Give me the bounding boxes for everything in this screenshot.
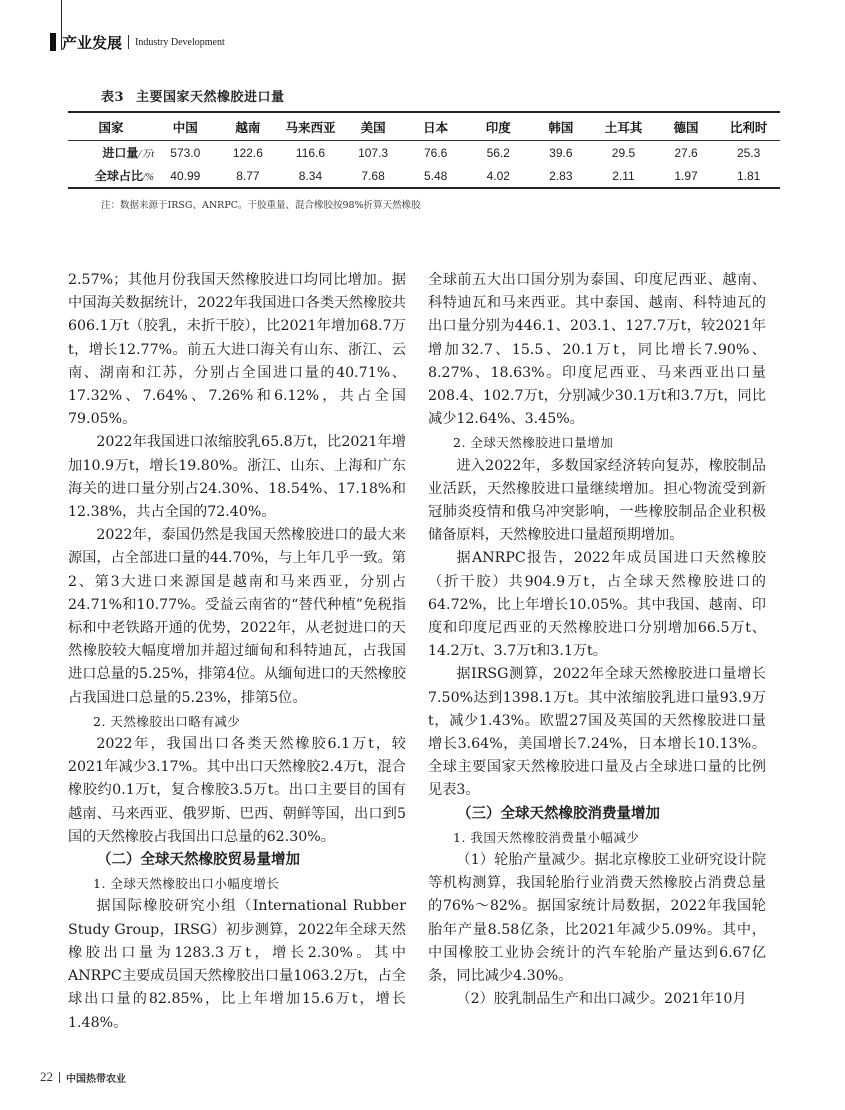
paragraph: 进入2022年，多数国家经济转向复苏，橡胶制品业活跃，天然橡胶进口量继续增加。担心物流受到新冠肺炎疫情和俄乌冲突影响，一些橡胶制品企业积极储备原料，天然橡胶进口量超预期增加。 bbox=[428, 457, 766, 544]
table-header-cell: 比利时 bbox=[729, 119, 768, 135]
row-unit: /万t bbox=[138, 149, 154, 160]
subheading: 1. 我国天然橡胶消费量小幅减少 bbox=[453, 829, 640, 845]
header-separator bbox=[128, 35, 129, 49]
header-marker-bar bbox=[50, 33, 56, 51]
paragraph: 据IRSG测算，2022年全球天然橡胶进口量增长7.50%达到1398.1万t。其中浓缩胶乳进口量93.9万t，减少1.43%。欧盟27国及英国的天然橡胶进口量增长3.64%，美国增长7.24%，日本增长10.13%。全球主要国家天然橡胶进口量及占全球进口量的比例见表3。 bbox=[428, 666, 766, 799]
body-column-right bbox=[428, 269, 766, 1012]
table-row bbox=[68, 164, 780, 187]
table-cell: 1.97 bbox=[674, 168, 698, 183]
paragraph: 2.57%；其他月份我国天然橡胶进口均同比增加。据中国海关数据统计，2022年我国进口各类天然橡胶共606.1万t（胶乳，未折干胶），比2021年增加68.7万t，增长12.77%。前五大进口海关有山东、浙江、云南、湖南和江苏，分别占全国进口量的40.71%、17.32%、7.64%、7.26%和6.12%，共占全国79.05%。 bbox=[68, 272, 406, 428]
paragraph: （1）轮胎产量减少。据北京橡胶工业研究设计院等机构测算，我国轮胎行业消费天然橡胶占消费总量的76%～82%。据国家统计局数据，2022年我国轮胎年产量8.58亿条，比2021年减少5.09%。其中，中国橡胶工业协会统计的汽车轮胎产量达到6.67亿条，同比减少4.30%。 bbox=[428, 852, 766, 985]
table-caption bbox=[101, 86, 297, 105]
table-cell: 573.0 bbox=[170, 145, 201, 160]
paragraph: 2022年，泰国仍然是我国天然橡胶进口的最大来源国，占全部进口量的44.70%，与上年几乎一致。第2、第3大进口来源国是越南和马来西亚，分别占24.71%和10.77%。受益云南省的“替代种植”免税指标和中老铁路开通的优势，2022年，从老挝进口的天然橡胶较大幅度增加并超过缅甸和科特迪瓦，占我国进口总量的5.25%，排第4位。从缅甸进口的天然橡胶占我国进口总量的5.23%，排第5位。 bbox=[68, 527, 406, 706]
table-cell: 4.02 bbox=[486, 168, 510, 183]
table-cell: 40.99 bbox=[170, 168, 201, 183]
table-note: 注：数据来源于IRSG、ANRPC。干胶重量、混合橡胶按98%折算天然橡胶 bbox=[101, 200, 421, 211]
table-cell: 116.6 bbox=[295, 145, 326, 160]
paragraph: 全球前五大出口国分别为泰国、印度尼西亚、越南、科特迪瓦和马来西亚。其中泰国、越南、科特迪瓦的出口量分别为446.1、203.1、127.7万t，较2021年增加32.7、15.5、20.1万t，同比增长7.90%、8.27%、18.63%。印度尼西亚、马来西亚出口量208.4、102.7万t，分别减少30.1万t和3.7万t，同比减少12.64%、3.45%。 bbox=[428, 272, 766, 428]
footer-separator bbox=[59, 1072, 60, 1083]
paragraph: 2022年我国进口浓缩胶乳65.8万t，比2021年增加10.9万t，增长19.80%。浙江、山东、上海和广东海关的进口量分别占24.30%、18.54%、17.18%和12.38%，共占全国的72.40%。 bbox=[68, 434, 406, 521]
paragraph: 据ANRPC报告，2022年成员国进口天然橡胶（折干胶）共904.9万t，占全球天然橡胶进口的64.72%，比上年增长10.05%。其中我国、越南、印度和印度尼西亚的天然橡胶进口分别增加66.5万t、14.2万t、3.7万t和3.1万t。 bbox=[428, 550, 766, 660]
table-header-cell: 韩国 bbox=[548, 119, 574, 135]
subheading: 2. 全球天然橡胶进口量增加 bbox=[453, 435, 614, 451]
paragraph: 据国际橡胶研究小组（International Rubber Study Group，IRSG）初步测算，2022年全球天然橡胶出口量为1283.3万t，增长2.30%。其中ANRPC主要成员国天然橡胶出口量1063.2万t，占全球出口量的82.85%，比上年增加15.6万t，增长1.48%。 bbox=[68, 898, 406, 1031]
table-header-cell: 德国 bbox=[673, 119, 699, 135]
table-cell: 27.6 bbox=[674, 145, 698, 160]
table-cell: 56.2 bbox=[486, 145, 510, 160]
table-row bbox=[68, 141, 780, 164]
table-cell: 107.3 bbox=[358, 145, 389, 160]
section-title-en: Industry Development bbox=[135, 36, 225, 48]
import-table bbox=[68, 111, 780, 189]
table-header-cell: 美国 bbox=[360, 119, 386, 135]
table-header-cell: 越南 bbox=[235, 119, 261, 135]
running-header bbox=[50, 32, 225, 52]
subheading: 1. 全球天然橡胶出口小幅度增长 bbox=[93, 876, 280, 892]
table-cell: 2.11 bbox=[612, 168, 635, 183]
table-header-cell: 国家 bbox=[98, 119, 124, 135]
table-cell: 2.83 bbox=[549, 168, 573, 183]
subheading: 2. 天然橡胶出口略有减少 bbox=[93, 713, 241, 729]
section-title-cn: 产业发展 bbox=[62, 33, 123, 52]
row-unit: /% bbox=[142, 172, 154, 183]
row-label: 全球占比/% bbox=[94, 169, 154, 183]
table-cell: 76.6 bbox=[423, 145, 448, 160]
table-header-cell: 土耳其 bbox=[604, 119, 643, 135]
table-cell: 1.81 bbox=[736, 168, 761, 183]
table-label: 表3 bbox=[101, 90, 125, 105]
table-cell: 8.77 bbox=[236, 168, 260, 183]
section-heading: （二）全球天然橡胶贸易量增加 bbox=[97, 852, 300, 869]
page-footer bbox=[40, 1069, 126, 1085]
table-header-cell: 中国 bbox=[172, 119, 198, 135]
table-header-cell: 日本 bbox=[423, 119, 449, 135]
row-label: 进口量/万t bbox=[102, 146, 154, 160]
table-cell: 8.34 bbox=[298, 168, 323, 183]
journal-name: 中国热带农业 bbox=[66, 1073, 126, 1085]
table-cell: 5.48 bbox=[423, 168, 448, 183]
table-cell: 29.5 bbox=[611, 145, 636, 160]
table-header-row bbox=[68, 113, 780, 140]
body-column-left bbox=[68, 269, 406, 1035]
table-cell: 122.6 bbox=[232, 145, 263, 160]
table-title: 主要国家天然橡胶进口量 bbox=[136, 90, 285, 105]
table-bottom-rule bbox=[68, 187, 780, 189]
table-cell: 39.6 bbox=[549, 145, 573, 160]
table-header-cell: 马来西亚 bbox=[285, 119, 336, 135]
paragraph: 2022年，我国出口各类天然橡胶6.1万t，较2021年减少3.17%。其中出口天然橡胶2.4万t，混合橡胶约0.1万t，复合橡胶3.5万t。出口主要目的国有越南、马来西亚、俄罗斯、巴西、朝鲜等国，出口到5国的天然橡胶占我国出口总量的62.30%。 bbox=[68, 736, 406, 845]
paragraph: （2）胶乳制品生产和出口减少。2021年10月 bbox=[456, 991, 747, 1008]
page-number: 22 bbox=[40, 1069, 53, 1084]
table-cell: 25.3 bbox=[736, 145, 761, 160]
table-cell: 7.68 bbox=[361, 168, 385, 183]
table-header-cell: 印度 bbox=[485, 119, 511, 135]
section-heading: （三）全球天然橡胶消费量增加 bbox=[457, 805, 660, 822]
